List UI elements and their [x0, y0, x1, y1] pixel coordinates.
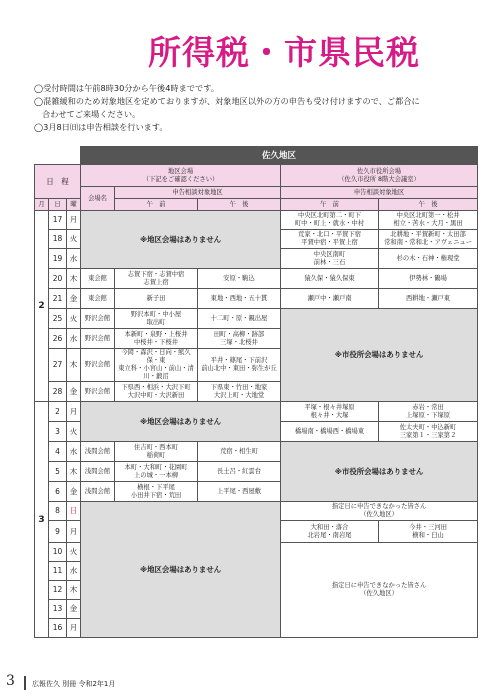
- local-am-area: 本町・大和町・花園町 上の城・一本柳: [115, 462, 198, 482]
- local-pm-header: 午 後: [198, 199, 281, 211]
- city-pm-area: 西耕地・瀬戸東: [379, 289, 478, 309]
- no-local-venue: ※地区会場はありません: [81, 402, 281, 442]
- city-venue-header: [281, 165, 478, 187]
- venue-name: 野沢会館: [81, 349, 115, 382]
- city-pm-header: 午 後: [379, 199, 478, 211]
- weekday-header: 曜: [67, 199, 81, 211]
- local-am-area: 志賀下宿・志賀中宿 志賀上宿: [115, 269, 198, 289]
- city-pm-area: 今井・三河田 横和・臼山: [379, 521, 478, 543]
- local-am-area: 下県西・相浜・大沢下町 大沢中町・大沢新田: [115, 382, 198, 402]
- note-sunday: ◯3月8日㈰は申告相談を行います。: [34, 122, 168, 132]
- city-am-area: 大和田・落合 北岩尾・南岩尾: [281, 521, 379, 543]
- local-am-area: 住吉町・西本町 稲荷町: [115, 442, 198, 462]
- weekday-cell: 日: [67, 502, 81, 521]
- day-cell: 28: [49, 382, 67, 402]
- city-am-area: 平塚・根々井塚原 根々井・大塚: [281, 402, 379, 422]
- local-am-area: 本新町・泉野・上桜井 中桜井・下桜井: [115, 329, 198, 349]
- weekday-cell: 木: [67, 269, 81, 289]
- schedule-header: 日 程: [35, 165, 81, 199]
- month-cell: 2: [35, 211, 49, 402]
- weekday-cell: 月: [67, 619, 81, 638]
- day-cell: 2: [49, 402, 67, 422]
- day-cell: 21: [49, 289, 67, 309]
- weekday-cell: 火: [67, 422, 81, 442]
- publication-info: 広報佐久 別冊 令和2年1月: [32, 680, 116, 688]
- local-pm-area: 十二町・原・親出屋: [198, 309, 281, 329]
- local-am-header: 午 前: [115, 199, 198, 211]
- city-am-area: 中央区南町 前林・三石: [281, 249, 379, 269]
- city-pm-area: 伊勢林・鶴場: [379, 269, 478, 289]
- day-cell: 20: [49, 269, 67, 289]
- region-header: 佐久地区: [81, 147, 478, 165]
- weekday-cell: 木: [67, 349, 81, 382]
- no-local-venue: ※地区会場はありません: [81, 211, 281, 269]
- day-cell: 16: [49, 619, 67, 638]
- weekday-cell: 水: [67, 442, 81, 462]
- venue-name: 東会館: [81, 269, 115, 289]
- day-cell: 3: [49, 422, 67, 442]
- city-venue-sub: （佐久市役所 8階大会議室）: [338, 175, 420, 183]
- local-pm-area: 平井・篠尾・下前沢 前山北中・東田・弥生が丘: [198, 349, 281, 382]
- day-header: 日: [49, 199, 67, 211]
- local-pm-area: 荒宿・相生町: [198, 442, 281, 462]
- city-am-header: 午 前: [281, 199, 379, 211]
- local-am-area: 今岡・森沢・日向・熊久保・東 東立科・小宮山・前山・清川・鍛沼: [115, 349, 198, 382]
- table-row: [35, 289, 478, 309]
- weekday-cell: 木: [67, 462, 81, 482]
- weekday-cell: 月: [67, 521, 81, 543]
- day-cell: 25: [49, 309, 67, 329]
- day-cell: 4: [49, 442, 67, 462]
- day-cell: 8: [49, 502, 67, 521]
- page-title: 所得税・市県民税: [148, 33, 420, 72]
- weekday-cell: 水: [67, 329, 81, 349]
- venue-name: 野沢会館: [81, 382, 115, 402]
- table-row: [35, 269, 478, 289]
- venue-name: 浅間会館: [81, 442, 115, 462]
- month-cell: 3: [35, 402, 49, 638]
- table-row: [35, 442, 478, 462]
- note-congestion-cont: 合わせてご来場ください。: [42, 109, 141, 119]
- local-am-area: 野沢本町・中小屋 取出町: [115, 309, 198, 329]
- venue-name: 野沢会館: [81, 329, 115, 349]
- note-congestion: ◯混雑緩和のため対象地区を定めておりますが、対象地区以外の方の申告も受け付けますので、ご都合に: [34, 96, 420, 106]
- local-venue-header: [81, 165, 281, 187]
- day-cell: 5: [49, 462, 67, 482]
- city-am-area: 瀬戸中・瀬戸南: [281, 289, 379, 309]
- schedule-table: [34, 146, 478, 638]
- day-cell: 17: [49, 211, 67, 230]
- city-venue-label: 佐久市役所会場: [357, 167, 402, 175]
- local-pm-area: 東地・西地・五十貫: [198, 289, 281, 309]
- no-city-venue: ※市役所会場はありません: [281, 309, 478, 402]
- city-target-header: 申告相談対象地区: [281, 187, 478, 199]
- local-pm-area: 上平尾・西屋敷: [198, 482, 281, 502]
- no-city-venue: ※市役所会場はありません: [281, 442, 478, 502]
- day-cell: 6: [49, 482, 67, 502]
- weekday-cell: 火: [67, 230, 81, 249]
- page-number: 3: [6, 673, 15, 689]
- table-row: [35, 211, 478, 230]
- day-cell: 13: [49, 600, 67, 619]
- day-cell: 9: [49, 521, 67, 543]
- weekday-cell: 月: [67, 211, 81, 230]
- local-venue-sub: （下記をご確認ください）: [142, 175, 219, 183]
- city-pm-area: 北耕地・平賀新町・太田部 常和南・常和北・アヴェニュー: [379, 230, 478, 249]
- venue-name: 浅間会館: [81, 482, 115, 502]
- table-row: [35, 502, 478, 521]
- local-am-area: 横根・下平尾 小田井下宿・荒田: [115, 482, 198, 502]
- special-note: 指定日に申告できなかった皆さん （佐久地区）: [281, 543, 478, 638]
- weekday-cell: 木: [67, 581, 81, 600]
- day-cell: 19: [49, 249, 67, 269]
- day-cell: 18: [49, 230, 67, 249]
- venue-name: 浅間会館: [81, 462, 115, 482]
- city-am-area: 中央区北町第二・町下 町中・町上・就水・中村: [281, 211, 379, 230]
- local-pm-area: 長土呂・紅雲台: [198, 462, 281, 482]
- city-am-area: 猿久保・猿久保東: [281, 269, 379, 289]
- no-local-venue: ※地区会場はありません: [81, 502, 281, 638]
- table-row: [35, 402, 478, 422]
- weekday-cell: 火: [67, 543, 81, 562]
- footer-divider: [24, 676, 26, 690]
- venue-name: 野沢会館: [81, 309, 115, 329]
- weekday-cell: 金: [67, 382, 81, 402]
- city-am-area: 荒家・北口・平賀下宿 平賀中宿・平賀上宿: [281, 230, 379, 249]
- local-pm-area: 安原・駒込: [198, 269, 281, 289]
- notes: [34, 82, 486, 134]
- city-am-area: 橋場南・橋場西・橋場東: [281, 422, 379, 442]
- venue-name: 東会館: [81, 289, 115, 309]
- special-note: 指定日に申告できなかった皆さん （佐久地区）: [281, 502, 478, 521]
- month-header: 月: [35, 199, 49, 211]
- venue-name-header: 会場名: [81, 187, 115, 211]
- note-hours: ◯受付時間は午前8時30分から午後4時までです。: [34, 83, 219, 93]
- local-target-header: 申告相談対象地区: [115, 187, 281, 199]
- local-pm-area: 田町・高柳・跡部 三塚・北桜井: [198, 329, 281, 349]
- local-pm-area: 下県東・竹田・地家 大沢上町・大地堂: [198, 382, 281, 402]
- day-cell: 26: [49, 329, 67, 349]
- weekday-cell: 金: [67, 600, 81, 619]
- weekday-cell: 金: [67, 289, 81, 309]
- day-cell: 12: [49, 581, 67, 600]
- city-pm-area: 杉の木・石神・権現堂: [379, 249, 478, 269]
- table-row: [35, 309, 478, 329]
- day-cell: 11: [49, 562, 67, 581]
- day-cell: 10: [49, 543, 67, 562]
- weekday-cell: 金: [67, 482, 81, 502]
- weekday-cell: 月: [67, 402, 81, 422]
- local-venue-label: 地区会場: [167, 167, 194, 175]
- city-pm-area: 中央区北町第一・松井 相立・苦水・大月・黒田: [379, 211, 478, 230]
- weekday-cell: 水: [67, 249, 81, 269]
- city-pm-area: 赤岩・常田 上塚原・下塚原: [379, 402, 478, 422]
- footer: [6, 673, 206, 693]
- weekday-cell: 火: [67, 309, 81, 329]
- weekday-cell: 水: [67, 562, 81, 581]
- day-cell: 27: [49, 349, 67, 382]
- local-am-area: 新子田: [115, 289, 198, 309]
- city-pm-area: 佐太夫町・中込新町 三家第１・三家第２: [379, 422, 478, 442]
